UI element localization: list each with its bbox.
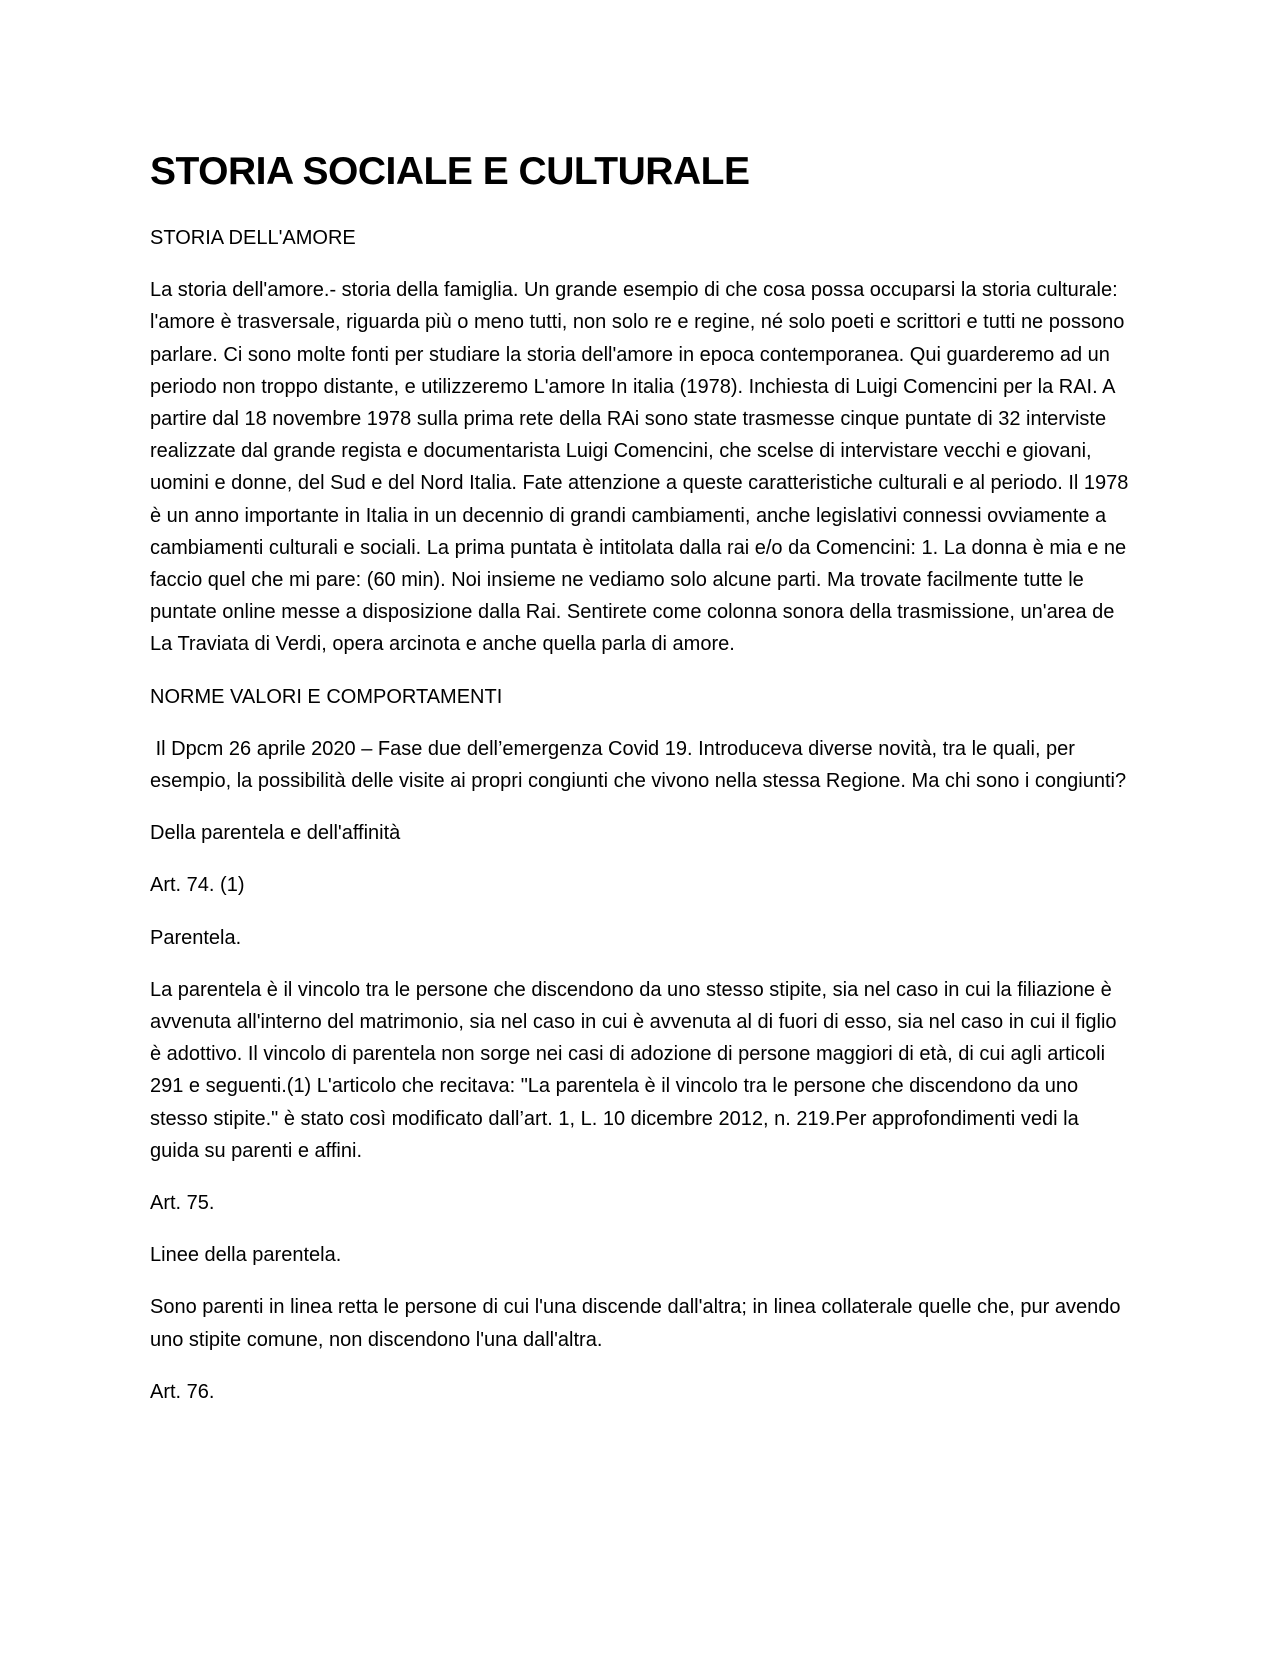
subheading-parentela-affinita: Della parentela e dell'affinità [150, 822, 401, 845]
paragraph-dpcm: Il Dpcm 26 aprile 2020 – Fase due dell’emergenza Covid 19. Introduceva diverse novità, tra le quali, per esempio, la possibilità delle visite ai propri congiunti che vivono nella stessa Regione. Ma chi sono i congiunti? [150, 737, 1127, 793]
paragraph-storia-amore: La storia dell'amore.- storia della famiglia. Un grande esempio di che cosa possa occuparsi la storia culturale: l'amore è trasversale, riguarda più o meno tutti, non solo re e regine, né solo poeti e scrittori e tutti ne possono parlare. Ci sono molte fonti per studiare la storia dell'amore in epoca contemporanea. Qui guarderemo ad un periodo non troppo distante, e utilizzeremo L'amore In italia (1978). Inchiesta di Luigi Comencini per la RAI. A partire dal 18 novembre 1978 sulla prima rete della RAi sono state trasmesse cinque puntate di 32 interviste realizzate dal grande regista e documentarista Luigi Comencini, che scelse di intervistare vecchi e giovani, uomini e donne, del Sud e del Nord Italia. Fate attenzione a queste caratteristiche culturali e al periodo. Il 1978 è un anno importante in Italia in un decennio di grandi cambiamenti, anche legislativi connessi ovviamente a cambiamenti culturali e sociali. La prima puntata è intitolata dalla rai e/o da Comencini: 1. La donna è mia e ne faccio quel che mi pare: (60 min). Noi insieme ne vediamo solo alcune parti. Ma trovate facilmente tutte le puntate online messe a disposizione dalla Rai. Sentirete come colonna sonora della trasmissione, un'area de La Traviata di Verdi, opera arcinota e anche quella parla di amore. [150, 279, 1129, 656]
section-heading-norme-valori: NORME VALORI E COMPORTAMENTI [150, 685, 503, 708]
article-74-title: Parentela. [150, 926, 242, 949]
article-74-label: Art. 74. (1) [150, 874, 245, 897]
article-74-text: La parentela è il vincolo tra le persone che discendono da uno stesso stipite, sia nel caso in cui la filiazione è avvenuta all'interno del matrimonio, sia nel caso in cui è avvenuta al di fuori di esso, sia nel caso in cui il figlio è adottivo. Il vincolo di parentela non sorge nei casi di adozione di persone maggiori di età, di cui agli articoli 291 e seguenti.(1) L'articolo che recitava: "La parentela è il vincolo tra le persone che discendono da uno stesso stipite." è stato così modificato dall’art. 1, L. 10 dicembre 2012, n. 219.Per approfondimenti vedi la guida su parenti e affini. [150, 978, 1117, 1162]
section-heading-storia-amore: STORIA DELL'AMORE [150, 227, 356, 249]
article-75-title: Linee della parentela. [150, 1244, 342, 1267]
article-76-label: Art. 76. [150, 1380, 215, 1403]
document-page [150, 148, 1130, 1428]
article-75-label: Art. 75. [150, 1192, 215, 1215]
article-75-text: Sono parenti in linea retta le persone di cui l'una discende dall'altra; in linea collaterale quelle che, pur avendo uno stipite comune, non discendono l'una dall'altra. [150, 1296, 1121, 1351]
document-title: STORIA SOCIALE E CULTURALE [150, 150, 750, 193]
